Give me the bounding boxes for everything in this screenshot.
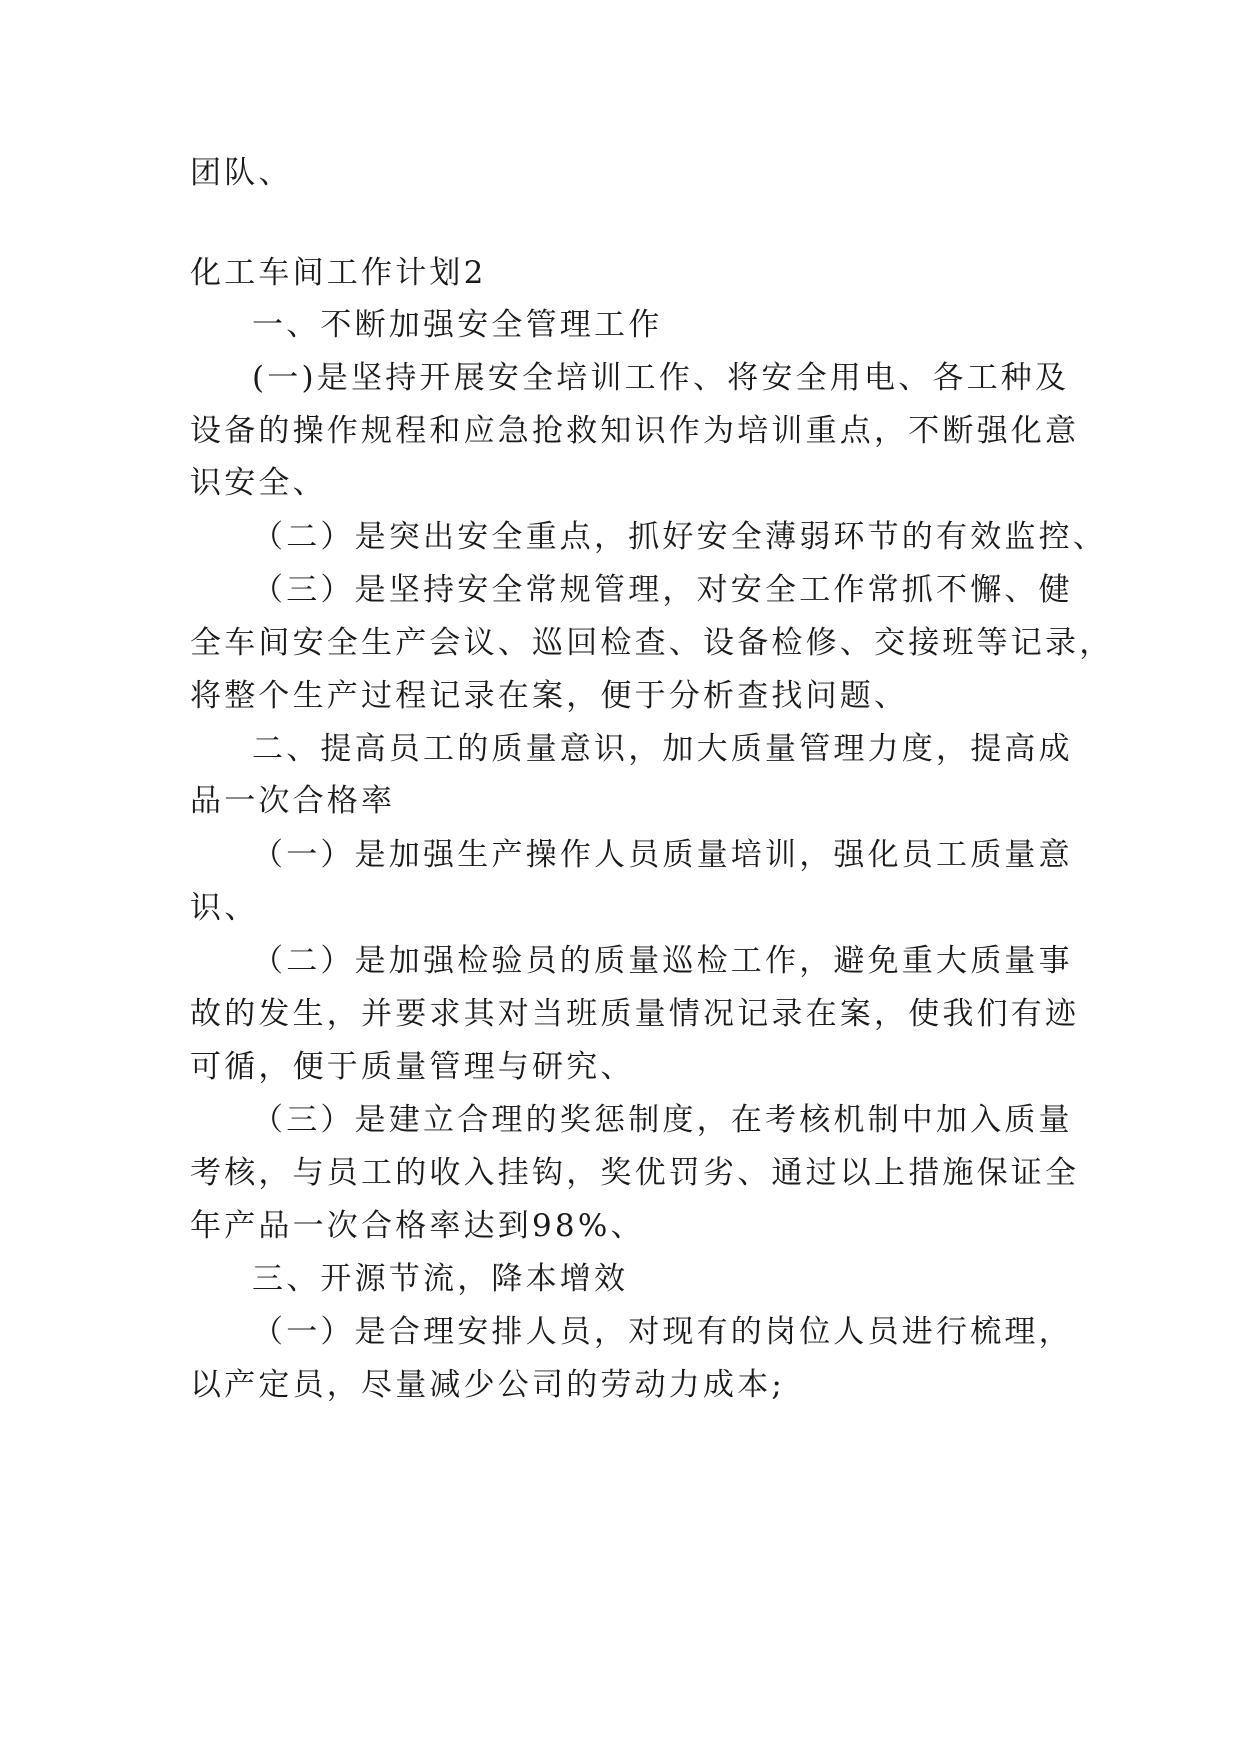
heading-safety-management: 一、不断加强安全管理工作: [252, 307, 663, 343]
paragraph-line: 设备的操作规程和应急抢救知识作为培训重点，不断强化意: [190, 413, 1080, 449]
paragraph-line: （二）是加强检验员的质量巡检工作，避免重大质量事: [252, 943, 1073, 979]
paragraph-line: 考核，与员工的收入挂钩，奖优罚劣、通过以上措施保证全: [190, 1155, 1080, 1191]
paragraph-line: 可循，便于质量管理与研究、: [190, 1049, 635, 1085]
paragraph-line: （二）是突出安全重点，抓好安全薄弱环节的有效监控、: [252, 519, 1107, 555]
text-line-team: 团队、: [190, 155, 293, 191]
paragraph-line: （三）是建立合理的奖惩制度，在考核机制中加入质量: [252, 1102, 1073, 1138]
paragraph-line: 年产品一次合格率达到98%、: [190, 1208, 645, 1244]
paragraph-line: 识、: [190, 890, 259, 926]
paragraph-line: （一）是加强生产操作人员质量培训，强化员工质量意: [252, 837, 1073, 873]
heading-quality-awareness: 二、提高员工的质量意识，加大质量管理力度，提高成: [252, 731, 1073, 767]
paragraph-line: （一）是合理安排人员，对现有的岗位人员进行梳理，: [252, 1314, 1073, 1350]
paragraph-line: 将整个生产过程记录在案，便于分析查找问题、: [190, 678, 909, 714]
paragraph-line: 以产定员，尽量减少公司的劳动力成本;: [190, 1367, 786, 1403]
paragraph-line: 识安全、: [190, 465, 327, 501]
paragraph-line: (一)是坚持开展安全培训工作、将安全用电、各工种及: [252, 360, 1070, 396]
paragraph-line: （三）是坚持安全常规管理，对安全工作常抓不懈、健: [252, 572, 1073, 608]
paragraph-line: 全车间安全生产会议、巡回检查、设备检修、交接班等记录，: [190, 625, 1114, 661]
section-heading-plan-2: 化工车间工作计划2: [190, 255, 487, 291]
heading-cost-reduction: 三、开源节流，降本增效: [252, 1261, 629, 1297]
paragraph-line: 品一次合格率: [190, 783, 396, 819]
document-page: [190, 0, 1114, 1754]
paragraph-line: 故的发生，并要求其对当班质量情况记录在案，使我们有迹: [190, 996, 1080, 1032]
